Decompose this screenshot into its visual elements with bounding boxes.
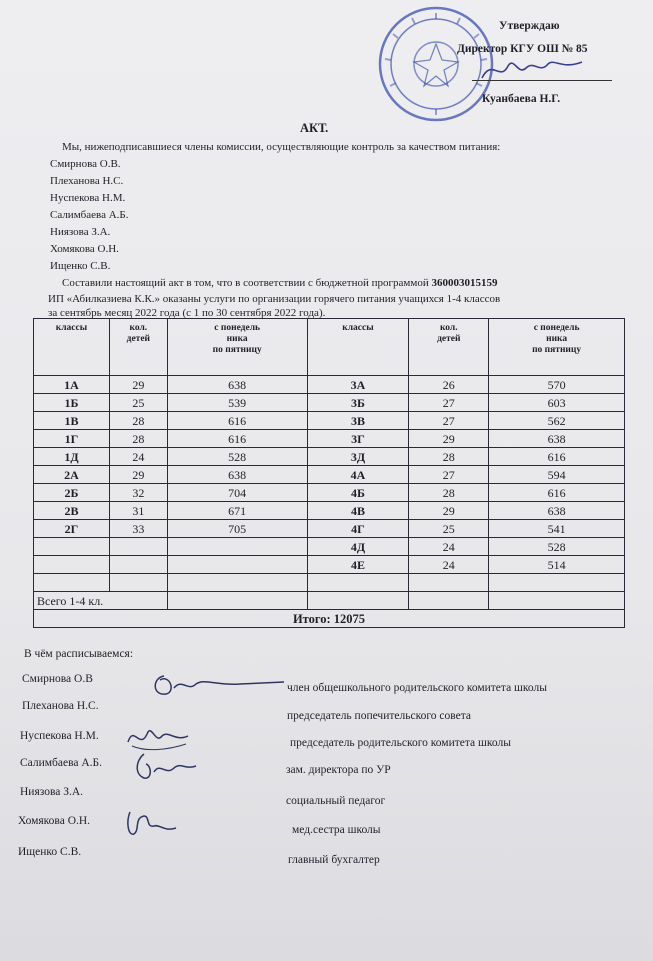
class-cell: 2Г: [34, 520, 110, 538]
header-text: классы: [342, 323, 374, 333]
table-header-row: [34, 319, 625, 376]
table-row: [34, 556, 625, 574]
kids-cell: 28: [109, 412, 167, 430]
header-text: с понедель: [533, 323, 580, 333]
header-text: с понедель: [214, 323, 261, 333]
table-row: [34, 376, 625, 394]
days-cell: 616: [167, 412, 307, 430]
director-name: Куанбаева Н.Г.: [482, 93, 561, 105]
class-cell: 1Д: [34, 448, 110, 466]
signature-homyakova: [120, 806, 180, 842]
signatory-role: член общешкольного родительского комитета школы: [287, 682, 547, 694]
signatory-name: Ниязова З.А.: [20, 786, 84, 798]
header-text: по пятницу: [212, 345, 262, 355]
class-cell: 3Б: [307, 394, 409, 412]
grand-total-row: [34, 610, 625, 628]
kids-cell: 24: [409, 556, 489, 574]
class-cell: 4Г: [307, 520, 409, 538]
meals-table: [33, 318, 625, 628]
signatory-role: мед.сестра школы: [292, 824, 381, 836]
table-row: [34, 484, 625, 502]
empty-cell: [307, 592, 409, 610]
member-name: Хомякова О.Н.: [50, 243, 119, 255]
col-header-classes: [34, 319, 110, 376]
program-number: 360003015159: [431, 277, 498, 289]
class-cell: 2А: [34, 466, 110, 484]
director-title: Директор КГУ ОШ № 85: [457, 43, 588, 55]
table-row: [34, 430, 625, 448]
signatory-role: председатель родительского комитета школы: [290, 737, 511, 749]
act-paragraph-text: Составили настоящий акт в том, что в соответствии с бюджетной программой: [62, 277, 432, 289]
class-cell: 2В: [34, 502, 110, 520]
class-cell: 3А: [307, 376, 409, 394]
kids-cell: 24: [109, 448, 167, 466]
signatory-role: главный бухгалтер: [288, 854, 380, 866]
kids-cell: 31: [109, 502, 167, 520]
class-cell: 1В: [34, 412, 110, 430]
header-text: ника: [546, 334, 568, 344]
table-row: [34, 520, 625, 538]
days-cell: 528: [167, 448, 307, 466]
kids-cell: 28: [409, 484, 489, 502]
header-text: детей: [437, 334, 461, 344]
signature-smirnova: [148, 664, 288, 700]
table-row: [34, 412, 625, 430]
approve-label: Утверждаю: [499, 20, 560, 32]
table-row: [34, 466, 625, 484]
signatory-name: Салимбаева А.Б.: [20, 757, 103, 769]
class-cell: 3Г: [307, 430, 409, 448]
empty-cell: [489, 592, 625, 610]
kids-cell: 25: [109, 394, 167, 412]
act-paragraph-line1: [62, 277, 642, 289]
days-cell: 671: [167, 502, 307, 520]
member-name: Салимбаева А.Б.: [50, 209, 129, 221]
empty-cell: [307, 574, 409, 592]
signatory-name: Плеханова Н.С.: [22, 700, 99, 712]
member-name: Смирнова О.В.: [50, 158, 121, 170]
kids-cell: [109, 538, 167, 556]
total-label: Всего 1-4 кл.: [34, 592, 168, 610]
header-text: ника: [226, 334, 248, 344]
class-cell: 4Б: [307, 484, 409, 502]
class-cell: 4А: [307, 466, 409, 484]
days-cell: [167, 556, 307, 574]
table-row: [34, 574, 625, 592]
director-signature-line: [472, 80, 612, 81]
days-cell: 539: [167, 394, 307, 412]
grand-total: Итого: 12075: [34, 610, 625, 628]
class-cell: 1Б: [34, 394, 110, 412]
empty-cell: [109, 574, 167, 592]
kids-cell: 26: [409, 376, 489, 394]
days-cell: 616: [489, 448, 625, 466]
kids-cell: 27: [409, 412, 489, 430]
signatory-role: председатель попечительского совета: [287, 710, 471, 722]
total-row: [34, 592, 625, 610]
table-row: [34, 394, 625, 412]
signatory-name: Ищенко С.В.: [18, 846, 82, 858]
member-name: Ищенко С.В.: [50, 260, 111, 272]
kids-cell: 25: [409, 520, 489, 538]
act-paragraph-line2: ИП «Абилказиева К.К.» оказаны услуги по организации горячего питания учащихся 1-4 классов: [48, 293, 501, 305]
table-row: [34, 502, 625, 520]
col-header-kids: [109, 319, 167, 376]
signatory-role: зам. директора по УР: [286, 764, 391, 776]
days-cell: 603: [489, 394, 625, 412]
kids-cell: 28: [409, 448, 489, 466]
days-cell: 528: [489, 538, 625, 556]
signature-salimbaeva: [128, 750, 198, 784]
signatures-label: В чём расписываемся:: [24, 648, 134, 660]
class-cell: [34, 556, 110, 574]
signatory-name: Смирнова О.В: [22, 673, 93, 685]
days-cell: 638: [167, 466, 307, 484]
kids-cell: [109, 556, 167, 574]
empty-cell: [409, 574, 489, 592]
signatory-name: Хомякова О.Н.: [18, 815, 91, 827]
class-cell: [34, 538, 110, 556]
days-cell: 594: [489, 466, 625, 484]
document-title: АКТ.: [300, 121, 329, 135]
days-cell: 541: [489, 520, 625, 538]
kids-cell: 27: [409, 466, 489, 484]
kids-cell: 32: [109, 484, 167, 502]
empty-cell: [34, 574, 110, 592]
class-cell: 1Г: [34, 430, 110, 448]
kids-cell: 29: [409, 430, 489, 448]
kids-cell: 29: [109, 376, 167, 394]
table-row: [34, 538, 625, 556]
days-cell: 638: [489, 502, 625, 520]
class-cell: 1А: [34, 376, 110, 394]
class-cell: 4Е: [307, 556, 409, 574]
intro-text: Мы, нижеподписавшиеся члены комиссии, осуществляющие контроль за качеством питания:: [62, 141, 501, 153]
header-text: классы: [55, 323, 88, 333]
days-cell: 616: [167, 430, 307, 448]
kids-cell: 33: [109, 520, 167, 538]
header-text: кол.: [439, 323, 458, 333]
days-cell: 638: [489, 430, 625, 448]
empty-cell: [167, 574, 307, 592]
kids-cell: 24: [409, 538, 489, 556]
class-cell: 3В: [307, 412, 409, 430]
col-header-kids: [409, 319, 489, 376]
member-name: Нуспекова Н.М.: [50, 192, 126, 204]
act-paragraph-line3: за сентябрь месяц 2022 года (с 1 по 30 сентября 2022 года).: [48, 307, 326, 319]
header-text: кол.: [129, 323, 148, 333]
signatory-name: Нуспекова Н.М.: [20, 730, 99, 742]
class-cell: 3Д: [307, 448, 409, 466]
member-name: Плеханова Н.С.: [50, 175, 124, 187]
empty-cell: [167, 592, 307, 610]
kids-cell: 29: [409, 502, 489, 520]
table-row: [34, 448, 625, 466]
header-text: по пятницу: [532, 345, 582, 355]
class-cell: 4В: [307, 502, 409, 520]
col-header-days: [489, 319, 625, 376]
days-cell: 562: [489, 412, 625, 430]
days-cell: 638: [167, 376, 307, 394]
kids-cell: 27: [409, 394, 489, 412]
col-header-classes: [307, 319, 409, 376]
empty-cell: [489, 574, 625, 592]
days-cell: 570: [489, 376, 625, 394]
days-cell: 705: [167, 520, 307, 538]
days-cell: 616: [489, 484, 625, 502]
signatory-role: социальный педагог: [286, 795, 386, 807]
days-cell: [167, 538, 307, 556]
member-name: Ниязова З.А.: [50, 226, 111, 238]
days-cell: 514: [489, 556, 625, 574]
empty-cell: [409, 592, 489, 610]
class-cell: 4Д: [307, 538, 409, 556]
days-cell: 704: [167, 484, 307, 502]
kids-cell: 28: [109, 430, 167, 448]
col-header-days: [167, 319, 307, 376]
header-text: детей: [126, 334, 151, 344]
class-cell: 2Б: [34, 484, 110, 502]
kids-cell: 29: [109, 466, 167, 484]
